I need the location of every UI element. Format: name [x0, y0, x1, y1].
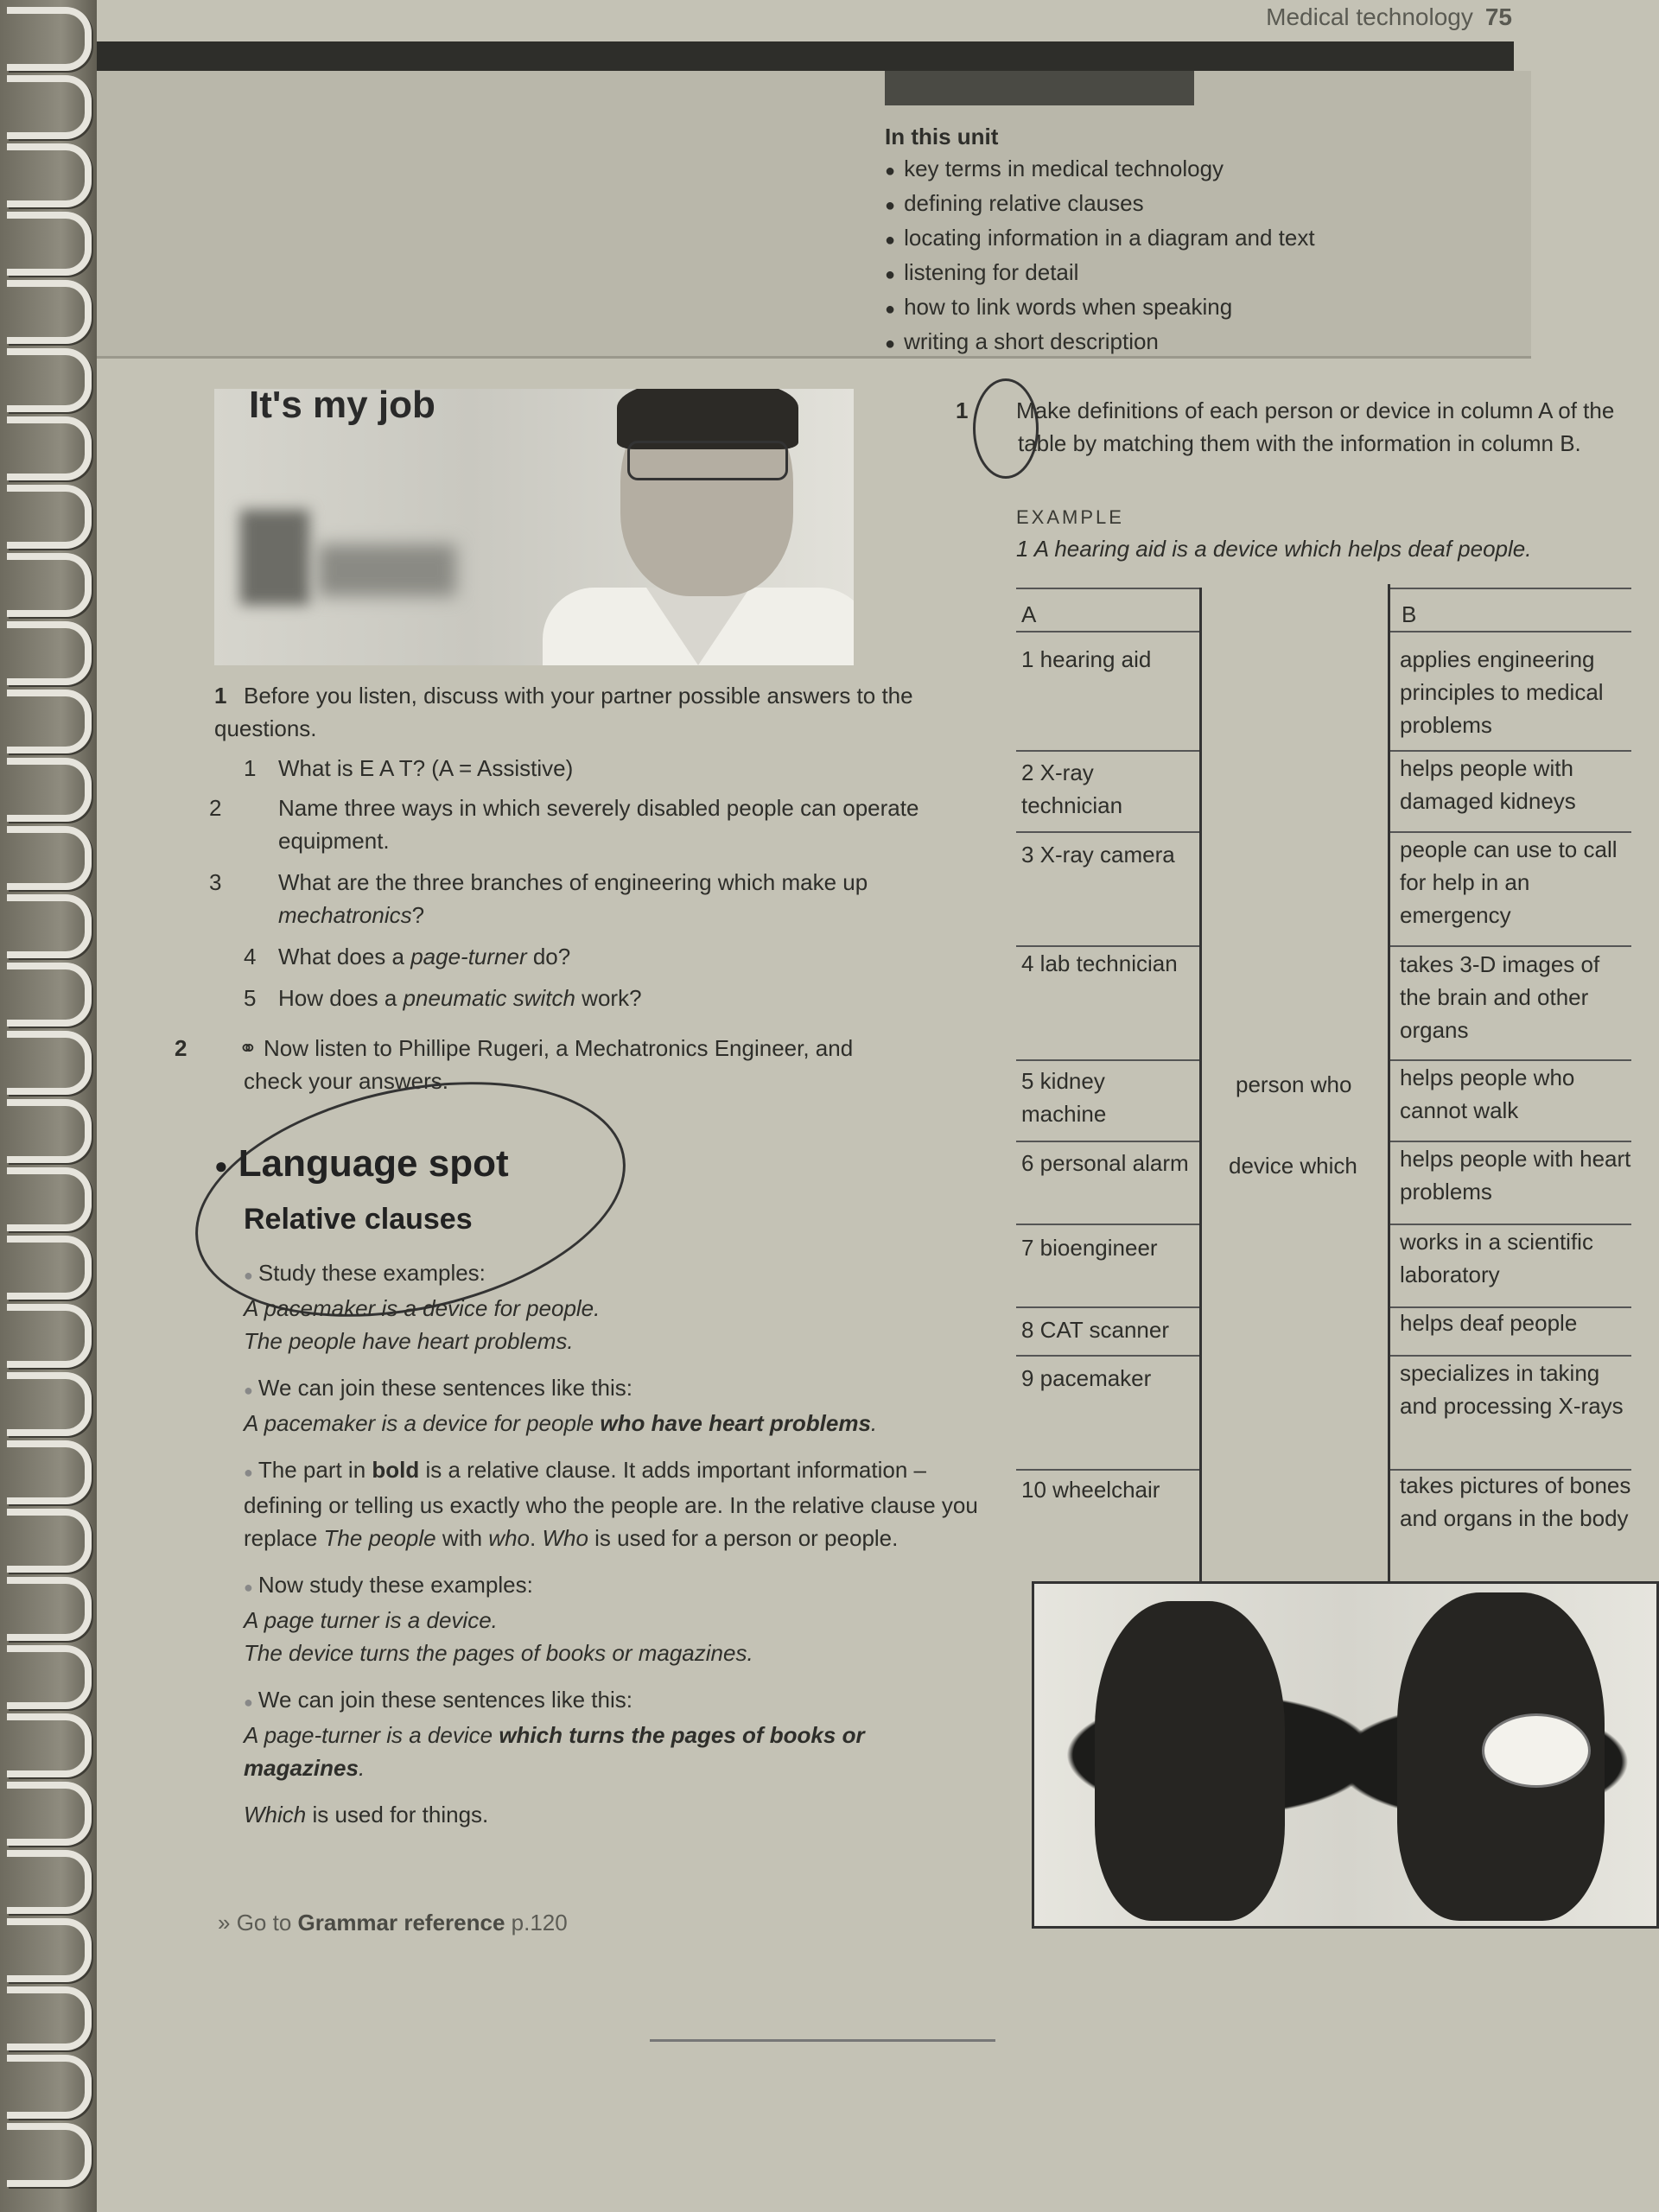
column-b-item: applies engineering principles to medical problems: [1400, 646, 1604, 738]
headphones-icon: ⚭: [238, 1035, 264, 1061]
binding-ring: [7, 2055, 92, 2119]
binding-ring: [7, 1577, 92, 1641]
binding-ring: [7, 1304, 92, 1368]
column-a-item: 9 pacemaker: [1021, 1365, 1152, 1391]
column-b-item: helps deaf people: [1400, 1310, 1578, 1336]
binding-ring: [7, 553, 92, 617]
binding-ring: [7, 1850, 92, 1914]
column-a-item: 7 bioengineer: [1021, 1235, 1158, 1261]
column-b-item: helps people with damaged kidneys: [1400, 755, 1576, 814]
column-b-item: specializes in taking and processing X-rays: [1400, 1360, 1624, 1419]
binding-ring: [7, 1782, 92, 1846]
column-a-header: A: [1021, 601, 1037, 627]
column-a-item: 3 X-ray camera: [1021, 842, 1175, 868]
binding-ring: [7, 1372, 92, 1436]
column-a-item: 5 kidney machine: [1021, 1068, 1107, 1127]
question-1: 1 What is E A T? (A = Assistive): [244, 755, 574, 781]
column-a-item: 8 CAT scanner: [1021, 1317, 1170, 1343]
binding-ring: [7, 894, 92, 958]
binding-ring: [7, 1099, 92, 1163]
binding-ring: [7, 1986, 92, 2050]
binding-ring: [7, 212, 92, 276]
engineer-photo: [214, 389, 854, 665]
section-heading: It's my job: [249, 384, 435, 426]
column-a-item: 1 hearing aid: [1021, 646, 1152, 672]
binding-ring: [7, 758, 92, 822]
connector-person-who: person who: [1236, 1071, 1352, 1097]
pacemaker-device: [1482, 1713, 1591, 1788]
binding-ring: [7, 690, 92, 753]
binding-ring: [7, 963, 92, 1027]
binding-ring: [7, 1713, 92, 1777]
binding-ring: [7, 1236, 92, 1300]
question-2: 2 Name three ways in which severely disabled people can operate equipment.: [209, 795, 919, 854]
unit-objectives: In this unit ● key terms in medical technology ● defining relative clauses ● locating information in a diagram and text ● listening for detail ● how to link words when speaking ● writing a short description: [885, 121, 1315, 360]
chest-xray-image: [1032, 1581, 1659, 1929]
binding-ring: [7, 1918, 92, 1982]
question-3: 3 What are the three branches of engineering which make up mechatronics?: [209, 869, 868, 928]
column-a-item: 6 personal alarm: [1021, 1150, 1189, 1176]
column-b-header: B: [1402, 601, 1417, 627]
binding-ring: [7, 1031, 92, 1095]
binding-ring: [7, 826, 92, 890]
column-b-item: helps people with heart problems: [1400, 1146, 1631, 1205]
textbook-page: [97, 0, 1659, 2212]
binding-ring: [7, 1167, 92, 1231]
double-chevron-icon: »: [218, 1910, 237, 1936]
column-a-item: 4 lab technician: [1021, 950, 1178, 976]
example-label: EXAMPLE: [1016, 506, 1124, 528]
exercise-1-instruction: 1 Before you listen, discuss with your partner possible answers to the questions.: [214, 683, 913, 741]
binding-ring: [7, 1509, 92, 1573]
binding-ring: [7, 2123, 92, 2187]
page-divider: [650, 2039, 995, 2042]
unit-box: [97, 71, 1531, 359]
language-spot-subtitle: Relative clauses: [244, 1203, 473, 1236]
exercise-2-instruction: 2 ⚭ Now listen to Phillipe Rugeri, a Mechatronics Engineer, and check your answers.: [175, 1035, 854, 1094]
connector-device-which: device which: [1229, 1153, 1357, 1179]
column-b-item: works in a scientific laboratory: [1400, 1229, 1593, 1287]
column-a-item: 10 wheelchair: [1021, 1477, 1160, 1503]
column-b-item: helps people who cannot walk: [1400, 1065, 1575, 1123]
binding-ring: [7, 143, 92, 207]
exercise-1-matching-instruction: 1 Make definitions of each person or device in column A of the table by matching them with the information in column B.: [956, 397, 1615, 456]
binding-ring: [7, 1645, 92, 1709]
binding-ring: [7, 75, 92, 139]
question-4: 4 What does a page-turner do?: [244, 944, 571, 969]
header-bar: [97, 41, 1514, 71]
column-b-item: takes pictures of bones and organs in the body: [1400, 1472, 1631, 1531]
running-head: Medical technology 75: [1266, 3, 1512, 30]
header-tab: [885, 71, 1194, 105]
binding-ring: [7, 416, 92, 480]
binding-ring: [7, 280, 92, 344]
column-a-item: 2 X-ray technician: [1021, 760, 1123, 818]
column-b-item: takes 3-D images of the brain and other organs: [1400, 951, 1600, 1043]
language-spot-title: ● Language spot: [214, 1142, 509, 1185]
binding-ring: [7, 485, 92, 549]
binding-ring: [7, 1440, 92, 1504]
binding-ring: [7, 348, 92, 412]
binding-ring: [7, 621, 92, 685]
language-spot-body: ● Study these examples: A pacemaker is a device for people. The people have heart problems. ● We can join these sentences like this: A pacemaker is a device for people who have heart problems. ● The part in bold is a relative clause. It adds important information – defining or telling us exactly who the people are. In the relative clause you replace The people with who. Who is used for a person or people. ● Now study these examples: A page turner is a device. The device turns the pages of books or magazines. ● We can join these sentences like this: A page-turner is a device which turns the pages of books or magazines. Which is used for things.: [244, 1256, 978, 1831]
question-5: 5 How does a pneumatic switch work?: [244, 985, 642, 1011]
column-b-item: people can use to call for help in an emergency: [1400, 836, 1618, 928]
binding-ring: [7, 7, 92, 71]
example-sentence: 1 A hearing aid is a device which helps deaf people.: [1016, 536, 1532, 562]
grammar-reference-link[interactable]: » Go to Grammar reference p.120: [218, 1910, 568, 1936]
